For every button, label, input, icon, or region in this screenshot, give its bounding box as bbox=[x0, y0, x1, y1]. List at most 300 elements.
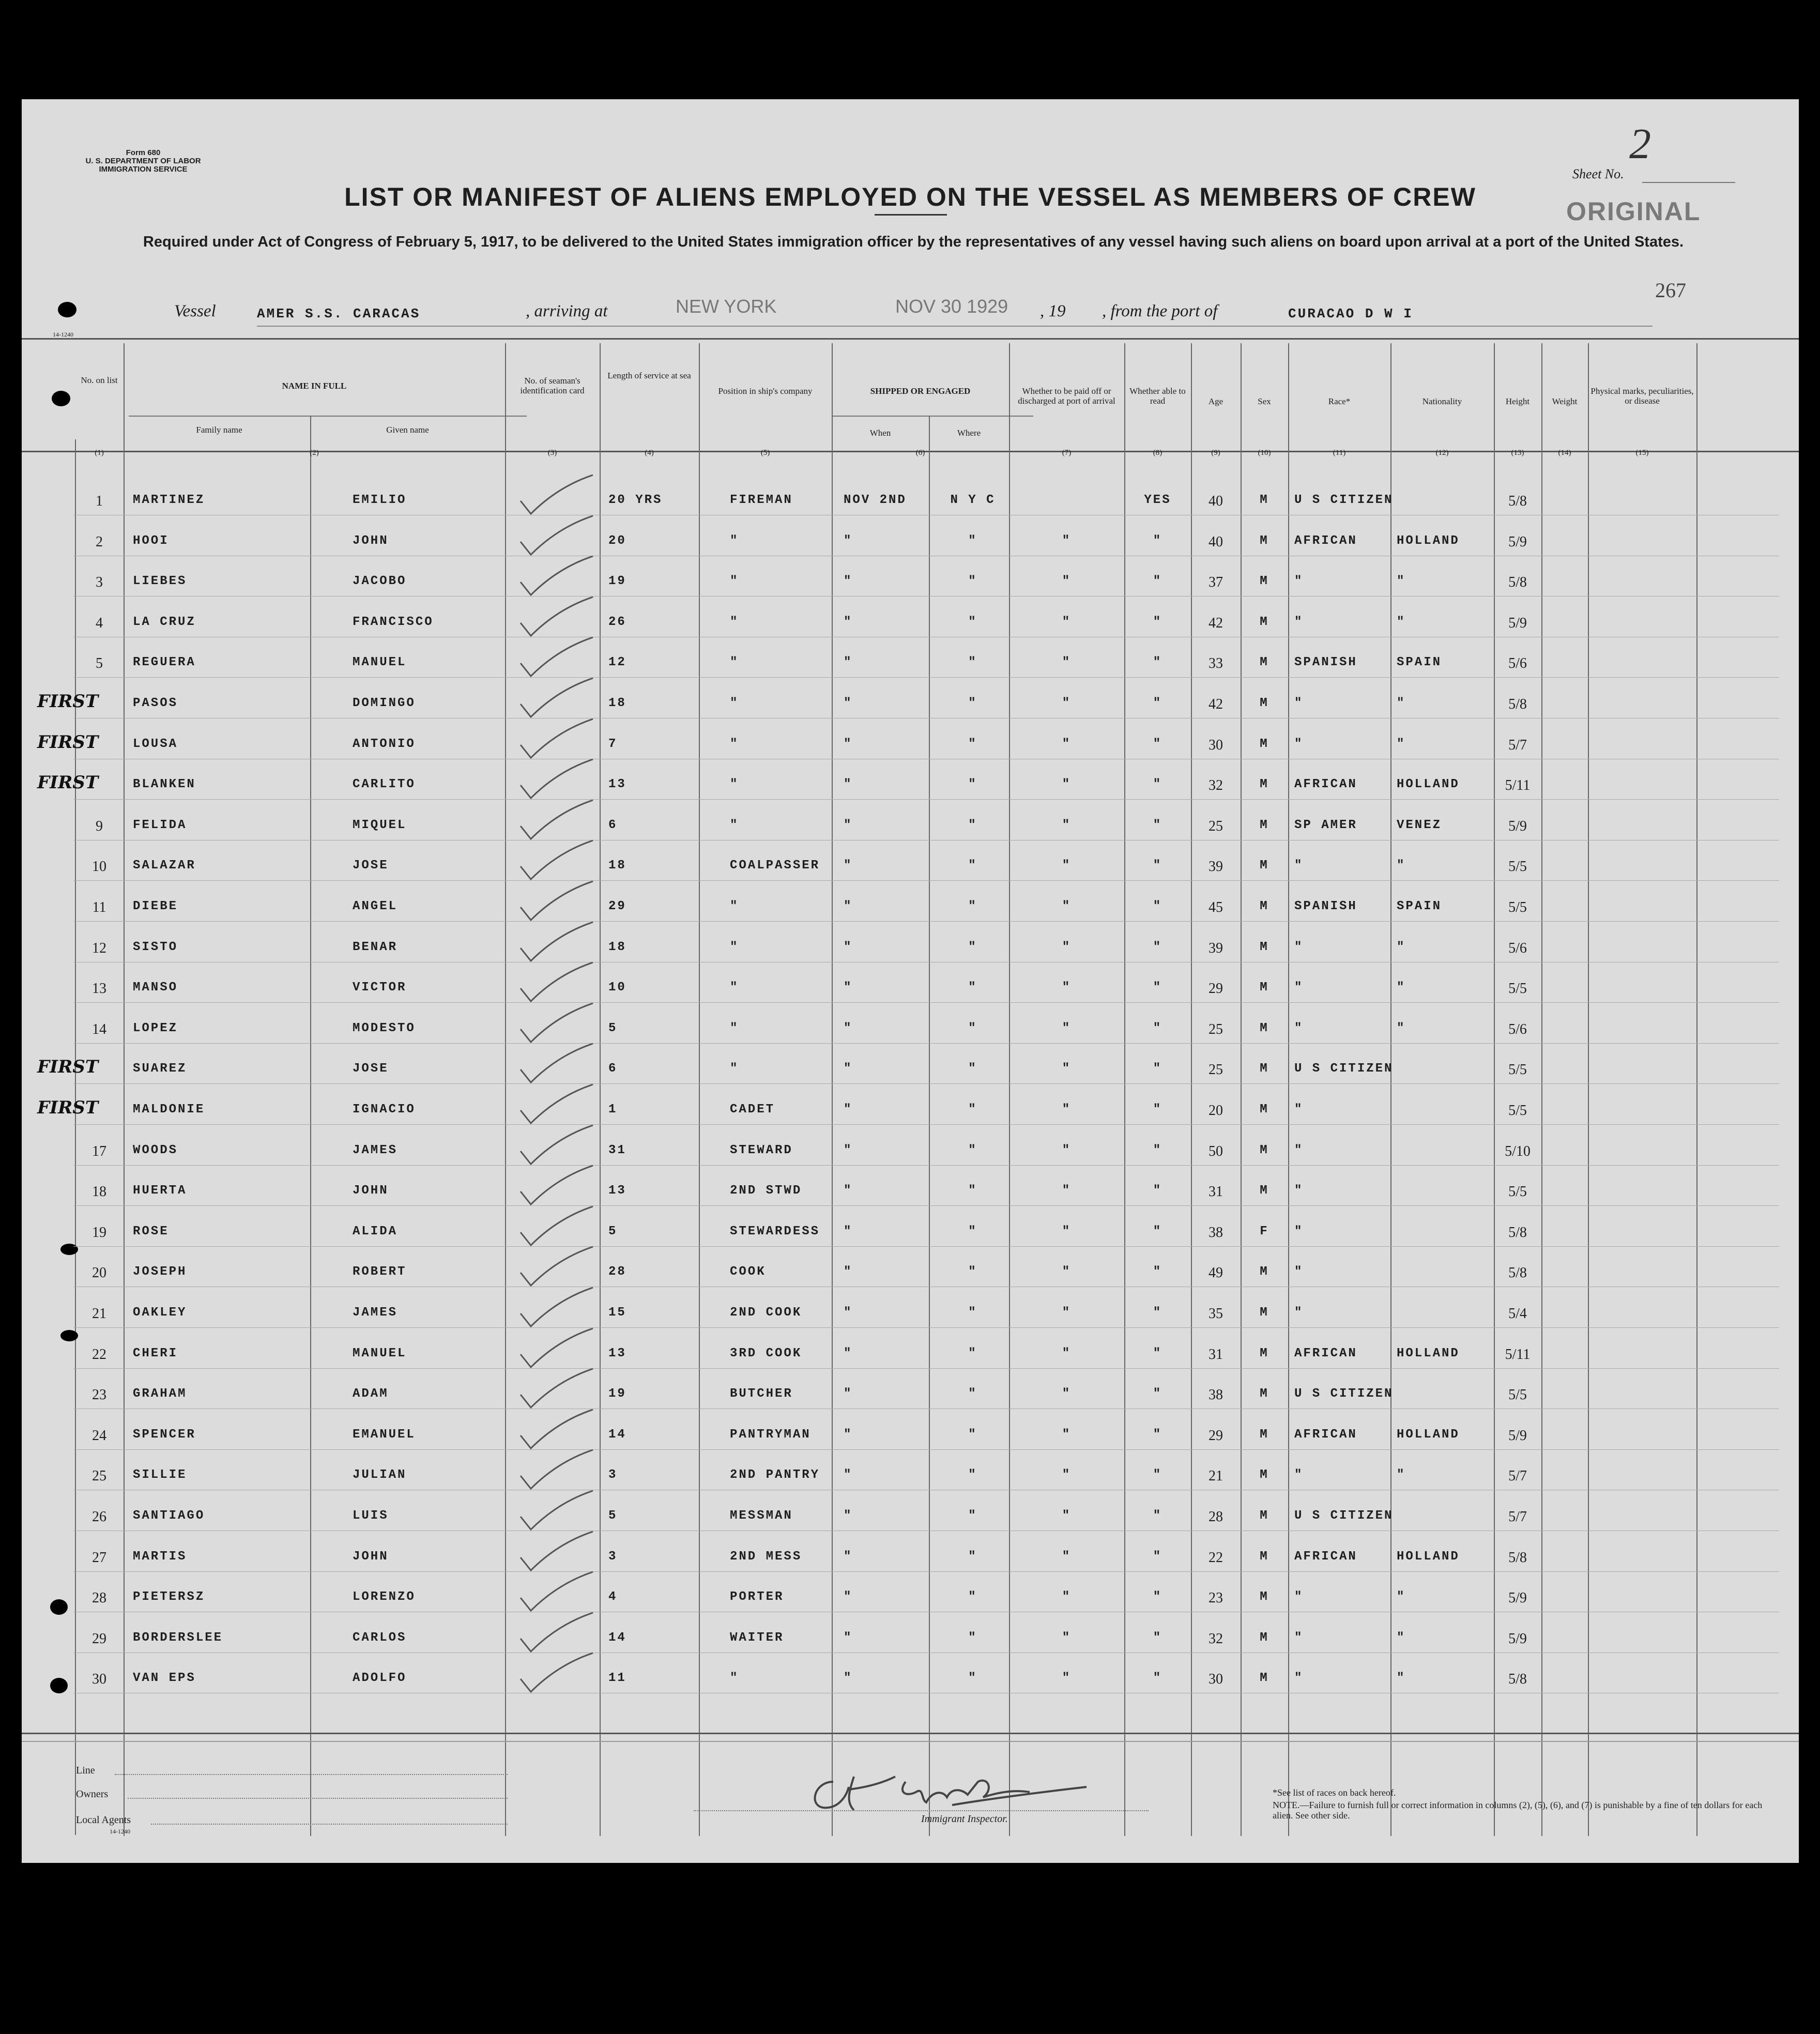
service-length-cell: 20 YRS bbox=[608, 493, 663, 507]
punch-hole bbox=[50, 1678, 68, 1693]
age-cell: 32 bbox=[1209, 777, 1223, 793]
age-cell: 38 bbox=[1209, 1225, 1223, 1241]
sex-cell: M bbox=[1260, 534, 1269, 548]
punch-hole bbox=[52, 391, 70, 406]
nationality-cell: " bbox=[1397, 1631, 1406, 1645]
service-length-cell: 18 bbox=[608, 940, 626, 954]
arriving-port: NEW YORK bbox=[676, 296, 777, 317]
form-number-block bbox=[58, 149, 228, 174]
height-cell: 5/8 bbox=[1508, 1671, 1527, 1687]
race-cell: " bbox=[1294, 1671, 1304, 1685]
position-cell: STEWARD bbox=[730, 1143, 793, 1157]
sex-cell: M bbox=[1260, 655, 1269, 669]
original-stamp: ORIGINAL bbox=[1566, 197, 1701, 226]
col-divider bbox=[929, 416, 930, 1836]
shipped-when-cell: " bbox=[844, 818, 853, 832]
race-cell: SPANISH bbox=[1294, 899, 1357, 913]
check-mark-icon bbox=[502, 1285, 606, 1332]
race-cell: " bbox=[1294, 1590, 1304, 1604]
family-name-cell: PIETERSZ bbox=[133, 1590, 205, 1604]
check-mark-icon bbox=[502, 594, 606, 641]
paid-off-cell: " bbox=[1062, 1021, 1072, 1035]
punch-hole bbox=[60, 1244, 78, 1255]
able-read-cell: " bbox=[1153, 1062, 1163, 1076]
position-cell: STEWARDESS bbox=[730, 1225, 820, 1238]
check-mark-icon bbox=[502, 1366, 606, 1413]
position-cell: FIREMAN bbox=[730, 493, 793, 507]
age-cell: 42 bbox=[1209, 696, 1223, 712]
paid-off-cell: " bbox=[1062, 1143, 1072, 1157]
race-cell: AFRICAN bbox=[1294, 534, 1357, 548]
given-name-cell: CARLOS bbox=[353, 1631, 407, 1645]
family-name-cell: SISTO bbox=[133, 940, 178, 954]
race-cell: " bbox=[1294, 1468, 1304, 1482]
given-name-cell: MANUEL bbox=[353, 1347, 407, 1360]
check-mark-icon bbox=[502, 920, 606, 966]
able-read-cell: " bbox=[1153, 1265, 1163, 1279]
family-name-cell: FELIDA bbox=[133, 818, 187, 832]
sex-cell: M bbox=[1260, 1143, 1269, 1157]
race-cell: U S CITIZEN bbox=[1294, 1509, 1394, 1523]
age-cell: 50 bbox=[1209, 1143, 1223, 1159]
page-title: LIST OR MANIFEST OF ALIENS EMPLOYED ON THE VESSEL AS MEMBERS OF CREW bbox=[344, 182, 1476, 211]
row-number: 13 bbox=[92, 981, 106, 997]
shipped-when-cell: " bbox=[844, 1225, 853, 1238]
row-number: 9 bbox=[96, 818, 103, 834]
sex-cell: M bbox=[1260, 777, 1269, 791]
paid-off-cell: " bbox=[1062, 1184, 1072, 1198]
race-cell: " bbox=[1294, 859, 1304, 873]
nationality-cell: " bbox=[1397, 737, 1406, 751]
position-cell: " bbox=[730, 655, 739, 669]
age-cell: 29 bbox=[1209, 981, 1223, 997]
date-stamp: NOV 30 1929 bbox=[895, 296, 1008, 317]
footer-local-agents-field bbox=[151, 1824, 508, 1825]
footer-line-label: Line bbox=[76, 1765, 95, 1776]
able-read-cell: " bbox=[1153, 940, 1163, 954]
nationality-cell: SPAIN bbox=[1397, 655, 1442, 669]
able-read-cell: " bbox=[1153, 534, 1163, 548]
row-rule bbox=[73, 1205, 1779, 1206]
arriving-label: , arriving at bbox=[526, 302, 608, 320]
able-read-cell: " bbox=[1153, 818, 1163, 832]
given-name-cell: JAMES bbox=[353, 1143, 398, 1157]
row-rule bbox=[73, 1571, 1779, 1572]
family-name-cell: ROSE bbox=[133, 1225, 169, 1238]
sex-cell: M bbox=[1260, 1347, 1269, 1360]
paid-off-cell: " bbox=[1062, 1631, 1072, 1645]
sex-cell: M bbox=[1260, 574, 1269, 588]
row-number: 10 bbox=[92, 859, 106, 875]
shipped-where-cell: " bbox=[968, 1468, 977, 1482]
col-num: (2) bbox=[310, 449, 319, 457]
position-cell: PANTRYMAN bbox=[730, 1428, 811, 1442]
service-length-cell: 4 bbox=[608, 1590, 618, 1604]
shipped-where-cell: " bbox=[968, 655, 977, 669]
service-length-cell: 31 bbox=[608, 1143, 626, 1157]
paid-off-cell: " bbox=[1062, 1103, 1072, 1117]
age-cell: 45 bbox=[1209, 899, 1223, 915]
age-cell: 39 bbox=[1209, 859, 1223, 875]
col-num: (14) bbox=[1558, 449, 1571, 457]
row-rule bbox=[73, 1083, 1779, 1084]
shipped-where-cell: " bbox=[968, 534, 977, 548]
race-cell: SP AMER bbox=[1294, 818, 1357, 832]
able-read-cell: " bbox=[1153, 777, 1163, 791]
row-number: 5 bbox=[96, 655, 103, 671]
able-read-cell: " bbox=[1153, 1590, 1163, 1604]
position-cell: 2ND MESS bbox=[730, 1550, 802, 1564]
position-cell: MESSMAN bbox=[730, 1509, 793, 1523]
nationality-cell: " bbox=[1397, 574, 1406, 588]
col-num: (10) bbox=[1258, 449, 1271, 457]
family-name-cell: DIEBE bbox=[133, 899, 178, 913]
footer-local-agents-label: Local Agents bbox=[76, 1814, 131, 1826]
sex-cell: M bbox=[1260, 1184, 1269, 1198]
family-name-cell: SALAZAR bbox=[133, 859, 196, 873]
position-cell: WAITER bbox=[730, 1631, 784, 1645]
inspector-label: Immigrant Inspector. bbox=[921, 1813, 1008, 1825]
family-name-cell: PASOS bbox=[133, 696, 178, 710]
col-num: (3) bbox=[547, 449, 557, 457]
position-cell: " bbox=[730, 981, 739, 995]
paid-off-cell: " bbox=[1062, 940, 1072, 954]
nationality-cell: " bbox=[1397, 1468, 1406, 1482]
shipped-where-cell: " bbox=[968, 574, 977, 588]
given-name-cell: MANUEL bbox=[353, 655, 407, 669]
race-cell: " bbox=[1294, 696, 1304, 710]
service-length-cell: 6 bbox=[608, 818, 618, 832]
check-mark-icon bbox=[502, 1123, 606, 1169]
service-length-cell: 19 bbox=[608, 574, 626, 588]
shipped-where-cell: " bbox=[968, 899, 977, 913]
given-name-cell: EMILIO bbox=[353, 493, 407, 507]
race-cell: U S CITIZEN bbox=[1294, 493, 1394, 507]
shipped-where-cell: " bbox=[968, 981, 977, 995]
race-cell: AFRICAN bbox=[1294, 1347, 1357, 1360]
nationality-cell: HOLLAND bbox=[1397, 534, 1460, 548]
height-cell: 5/5 bbox=[1508, 1103, 1527, 1119]
family-name-cell: JOSEPH bbox=[133, 1265, 187, 1279]
race-cell: " bbox=[1294, 1631, 1304, 1645]
family-name-cell: MARTINEZ bbox=[133, 493, 205, 507]
height-cell: 5/5 bbox=[1508, 899, 1527, 915]
sex-cell: M bbox=[1260, 1671, 1269, 1685]
paid-off-cell: " bbox=[1062, 1387, 1072, 1401]
paid-off-cell: " bbox=[1062, 1550, 1072, 1564]
header-given-name: Given name bbox=[386, 425, 429, 435]
paid-off-cell: " bbox=[1062, 1062, 1072, 1076]
service-length-cell: 19 bbox=[608, 1387, 626, 1401]
position-cell: " bbox=[730, 899, 739, 913]
sex-cell: M bbox=[1260, 615, 1269, 629]
check-mark-icon bbox=[502, 1569, 606, 1616]
row-number: 11 bbox=[92, 899, 106, 915]
paid-off-cell: " bbox=[1062, 899, 1072, 913]
service-length-cell: 14 bbox=[608, 1428, 626, 1442]
row-rule bbox=[73, 1246, 1779, 1247]
service-length-cell: 29 bbox=[608, 899, 626, 913]
shipped-where-cell: " bbox=[968, 940, 977, 954]
shipped-when-cell: " bbox=[844, 1590, 853, 1604]
table-bottom-rule bbox=[22, 1733, 1799, 1734]
able-read-cell: " bbox=[1153, 1021, 1163, 1035]
height-cell: 5/11 bbox=[1505, 777, 1531, 793]
able-read-cell: YES bbox=[1144, 493, 1171, 507]
manifest-sheet bbox=[22, 99, 1799, 1863]
shipped-when-cell: " bbox=[844, 1631, 853, 1645]
able-read-cell: " bbox=[1153, 737, 1163, 751]
paid-off-cell: " bbox=[1062, 1671, 1072, 1685]
service-length-cell: 14 bbox=[608, 1631, 626, 1645]
service-length-cell: 15 bbox=[608, 1306, 626, 1320]
position-cell: " bbox=[730, 1021, 739, 1035]
shipped-when-cell: " bbox=[844, 655, 853, 669]
service-length-cell: 3 bbox=[608, 1550, 618, 1564]
shipped-where-cell: " bbox=[968, 1550, 977, 1564]
age-cell: 39 bbox=[1209, 940, 1223, 956]
shipped-where-cell: " bbox=[968, 1021, 977, 1035]
header-no-on-list: No. on list bbox=[81, 375, 118, 385]
shipped-when-cell: " bbox=[844, 696, 853, 710]
paid-off-cell: " bbox=[1062, 696, 1072, 710]
name-subhead-rule bbox=[129, 416, 527, 417]
row-number: 24 bbox=[92, 1428, 106, 1444]
vessel-underline bbox=[257, 326, 1653, 327]
shipped-when-cell: " bbox=[844, 1509, 853, 1523]
nationality-cell: " bbox=[1397, 981, 1406, 995]
check-mark-icon bbox=[502, 1529, 606, 1576]
first-stamp: FIRST bbox=[37, 732, 99, 753]
shipped-where-cell: " bbox=[968, 1062, 977, 1076]
sex-cell: F bbox=[1260, 1225, 1269, 1238]
height-cell: 5/8 bbox=[1508, 1225, 1527, 1241]
shipped-when-cell: " bbox=[844, 1428, 853, 1442]
service-length-cell: 28 bbox=[608, 1265, 626, 1279]
check-mark-icon bbox=[502, 635, 606, 681]
race-cell: SPANISH bbox=[1294, 655, 1357, 669]
able-read-cell: " bbox=[1153, 615, 1163, 629]
col-num: (5) bbox=[760, 449, 770, 457]
service-length-cell: 3 bbox=[608, 1468, 618, 1482]
race-cell: " bbox=[1294, 574, 1304, 588]
age-cell: 33 bbox=[1209, 655, 1223, 671]
sex-cell: M bbox=[1260, 737, 1269, 751]
header-weight: Weight bbox=[1552, 396, 1578, 406]
family-name-cell: SANTIAGO bbox=[133, 1509, 205, 1523]
age-cell: 29 bbox=[1209, 1428, 1223, 1444]
paid-off-cell: " bbox=[1062, 737, 1072, 751]
age-cell: 25 bbox=[1209, 1021, 1223, 1037]
row-rule bbox=[73, 799, 1779, 800]
race-cell: U S CITIZEN bbox=[1294, 1062, 1394, 1076]
col-num: (7) bbox=[1062, 449, 1072, 457]
paid-off-cell: " bbox=[1062, 1347, 1072, 1360]
race-cell: " bbox=[1294, 940, 1304, 954]
family-name-cell: BLANKEN bbox=[133, 777, 196, 791]
header-name-in-full: NAME IN FULL bbox=[282, 381, 347, 391]
row-rule bbox=[73, 1165, 1779, 1166]
col-divider bbox=[310, 416, 311, 1836]
first-stamp: FIRST bbox=[37, 772, 99, 793]
check-mark-icon bbox=[502, 1082, 606, 1128]
position-cell: 2ND COOK bbox=[730, 1306, 802, 1320]
able-read-cell: " bbox=[1153, 1347, 1163, 1360]
form-department: U. S. DEPARTMENT OF LABOR bbox=[85, 157, 201, 165]
footer-note-penalty: NOTE.—Failure to furnish full or correct information in columns (2), (5), (6), and (7) is punishable by a fine of ten dollars for each alien. See other side. bbox=[1273, 1800, 1763, 1821]
col-num: (13) bbox=[1511, 449, 1524, 457]
given-name-cell: LUIS bbox=[353, 1509, 389, 1523]
able-read-cell: " bbox=[1153, 1631, 1163, 1645]
row-rule bbox=[73, 880, 1779, 881]
shipped-where-cell: " bbox=[968, 1509, 977, 1523]
service-length-cell: 5 bbox=[608, 1225, 618, 1238]
family-name-cell: LOPEZ bbox=[133, 1021, 178, 1035]
age-cell: 22 bbox=[1209, 1550, 1223, 1566]
shipped-where-cell: " bbox=[968, 1306, 977, 1320]
check-mark-icon bbox=[502, 1610, 606, 1657]
shipped-where-cell: " bbox=[968, 1631, 977, 1645]
height-cell: 5/9 bbox=[1508, 534, 1527, 550]
shipped-where-cell: " bbox=[968, 1347, 977, 1360]
shipped-when-cell: " bbox=[844, 777, 853, 791]
paid-off-cell: " bbox=[1062, 777, 1072, 791]
check-mark-icon bbox=[502, 1650, 606, 1697]
sex-cell: M bbox=[1260, 940, 1269, 954]
row-number: 23 bbox=[92, 1387, 106, 1403]
shipped-where-cell: " bbox=[968, 696, 977, 710]
able-read-cell: " bbox=[1153, 1184, 1163, 1198]
row-number: 14 bbox=[92, 1021, 106, 1037]
given-name-cell: JOHN bbox=[353, 1550, 389, 1564]
punch-hole bbox=[60, 1330, 78, 1341]
nationality-cell: HOLLAND bbox=[1397, 1550, 1460, 1564]
able-read-cell: " bbox=[1153, 1306, 1163, 1320]
nationality-cell: " bbox=[1397, 859, 1406, 873]
shipped-when-cell: NOV 2ND bbox=[844, 493, 907, 507]
family-name-cell: LOUSA bbox=[133, 737, 178, 751]
shipped-when-cell: " bbox=[844, 940, 853, 954]
col-num: (12) bbox=[1435, 449, 1449, 457]
given-name-cell: ANTONIO bbox=[353, 737, 416, 751]
age-cell: 42 bbox=[1209, 615, 1223, 631]
check-mark-icon bbox=[502, 879, 606, 925]
shipped-where-cell: " bbox=[968, 1184, 977, 1198]
header-position: Position in ship's company bbox=[718, 386, 813, 396]
row-rule bbox=[73, 596, 1779, 597]
given-name-cell: ALIDA bbox=[353, 1225, 398, 1238]
row-number: 28 bbox=[92, 1590, 106, 1606]
shipped-when-cell: " bbox=[844, 737, 853, 751]
shipped-when-cell: " bbox=[844, 1468, 853, 1482]
header-race: Race* bbox=[1328, 396, 1351, 406]
position-cell: " bbox=[730, 1062, 739, 1076]
height-cell: 5/9 bbox=[1508, 818, 1527, 834]
race-cell: " bbox=[1294, 1143, 1304, 1157]
col-num: (4) bbox=[645, 449, 654, 457]
col-num: (8) bbox=[1153, 449, 1163, 457]
given-name-cell: MODESTO bbox=[353, 1021, 416, 1035]
check-mark-icon bbox=[502, 513, 606, 560]
paid-off-cell: " bbox=[1062, 981, 1072, 995]
sheet-number: 2 bbox=[1629, 120, 1651, 168]
paid-off-cell: " bbox=[1062, 534, 1072, 548]
sex-cell: M bbox=[1260, 1509, 1269, 1523]
check-mark-icon bbox=[502, 798, 606, 844]
family-name-cell: MANSO bbox=[133, 981, 178, 995]
given-name-cell: IGNACIO bbox=[353, 1103, 416, 1117]
shipped-where-cell: " bbox=[968, 1103, 977, 1117]
year-label: , 19 bbox=[1040, 302, 1066, 320]
paid-off-cell: " bbox=[1062, 818, 1072, 832]
race-cell: " bbox=[1294, 981, 1304, 995]
row-rule bbox=[73, 1124, 1779, 1125]
header-physical-marks: Physical marks, peculiarities, or disease bbox=[1590, 386, 1694, 406]
header-length-service: Length of service at sea bbox=[607, 371, 691, 380]
height-cell: 5/7 bbox=[1508, 737, 1527, 753]
race-cell: AFRICAN bbox=[1294, 1428, 1357, 1442]
row-rule bbox=[73, 921, 1779, 922]
age-cell: 35 bbox=[1209, 1306, 1223, 1322]
race-cell: " bbox=[1294, 1184, 1304, 1198]
given-name-cell: JULIAN bbox=[353, 1468, 407, 1482]
shipped-when-cell: " bbox=[844, 534, 853, 548]
position-cell: 2ND STWD bbox=[730, 1184, 802, 1198]
check-mark-icon bbox=[502, 1041, 606, 1088]
position-cell: COOK bbox=[730, 1265, 766, 1279]
family-name-cell: LIEBES bbox=[133, 574, 187, 588]
col-num: (15) bbox=[1635, 449, 1649, 457]
sex-cell: M bbox=[1260, 1103, 1269, 1117]
height-cell: 5/7 bbox=[1508, 1509, 1527, 1525]
footer-form-code: 14-1240 bbox=[110, 1828, 130, 1835]
shipped-when-cell: " bbox=[844, 899, 853, 913]
given-name-cell: JOHN bbox=[353, 534, 389, 548]
header-paid-off: Whether to be paid off or discharged at port of arrival bbox=[1018, 386, 1115, 406]
position-cell: " bbox=[730, 737, 739, 751]
family-name-cell: SUAREZ bbox=[133, 1062, 187, 1076]
row-number: 18 bbox=[92, 1184, 106, 1200]
shipped-when-cell: " bbox=[844, 1184, 853, 1198]
sex-cell: M bbox=[1260, 1550, 1269, 1564]
paid-off-cell: " bbox=[1062, 1306, 1072, 1320]
table-bottom-rule-2 bbox=[22, 1741, 1799, 1742]
service-length-cell: 13 bbox=[608, 777, 626, 791]
paid-off-cell: " bbox=[1062, 1225, 1072, 1238]
given-name-cell: EMANUEL bbox=[353, 1428, 416, 1442]
nationality-cell: HOLLAND bbox=[1397, 1428, 1460, 1442]
first-stamp: FIRST bbox=[37, 691, 99, 712]
page-subtitle: Required under Act of Congress of February 5, 1917, to be delivered to the United States immigration officer by the representatives of any vessel having such aliens on board upon arrival at a port of the United States. bbox=[143, 234, 1684, 250]
family-name-cell: BORDERSLEE bbox=[133, 1631, 223, 1645]
nationality-cell: " bbox=[1397, 1590, 1406, 1604]
paid-off-cell: " bbox=[1062, 1428, 1072, 1442]
position-cell: " bbox=[730, 534, 739, 548]
height-cell: 5/5 bbox=[1508, 859, 1527, 875]
height-cell: 5/5 bbox=[1508, 1387, 1527, 1403]
row-rule bbox=[73, 1002, 1779, 1003]
row-number: 30 bbox=[92, 1671, 106, 1687]
shipped-when-cell: " bbox=[844, 1671, 853, 1685]
punch-hole bbox=[58, 302, 77, 317]
paid-off-cell: " bbox=[1062, 1590, 1072, 1604]
given-name-cell: JAMES bbox=[353, 1306, 398, 1320]
shipped-when-cell: " bbox=[844, 981, 853, 995]
service-length-cell: 13 bbox=[608, 1184, 626, 1198]
family-name-cell: LA CRUZ bbox=[133, 615, 196, 629]
age-cell: 20 bbox=[1209, 1103, 1223, 1119]
family-name-cell: SILLIE bbox=[133, 1468, 187, 1482]
